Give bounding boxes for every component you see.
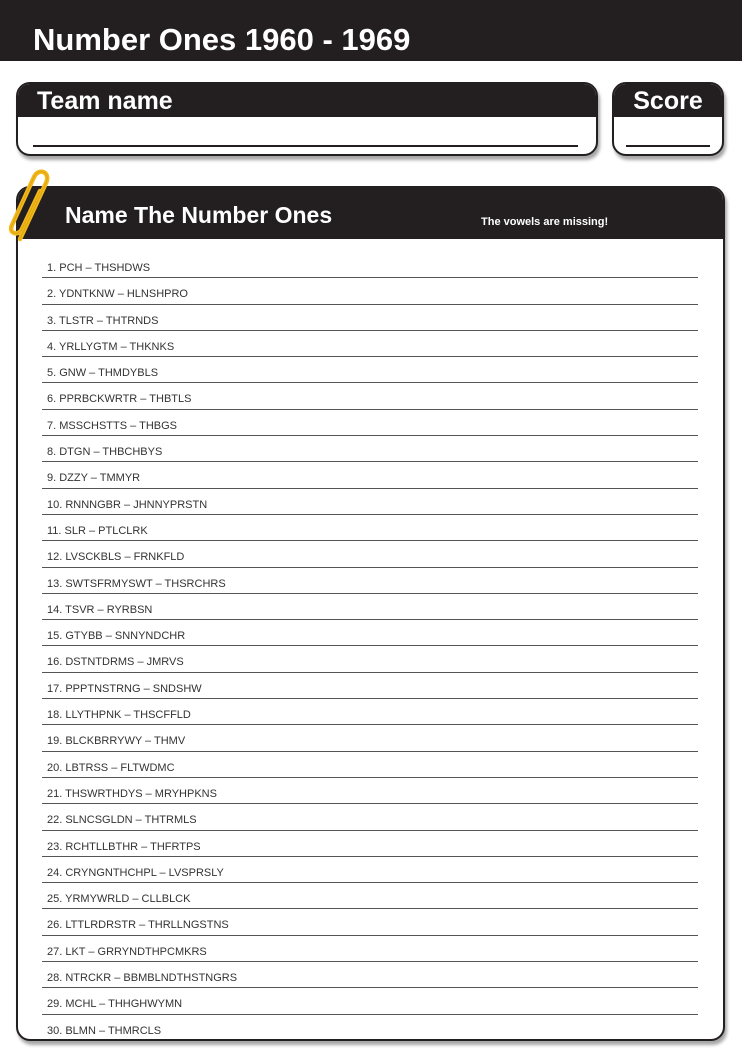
- question-row[interactable]: [42, 754, 698, 778]
- question-text: 30. BLMN – THMRCLS: [47, 1024, 162, 1037]
- score-box: [612, 82, 724, 156]
- question-row[interactable]: [42, 990, 698, 1014]
- question-row[interactable]: [42, 333, 698, 357]
- question-text: 20. LBTRSS – FLTWDMC: [47, 761, 175, 774]
- team-name-box: [16, 82, 598, 156]
- question-text: 23. RCHTLLBTHR – THFRTPS: [47, 840, 201, 853]
- title-bar: [0, 0, 742, 61]
- score-label: Score: [614, 84, 722, 117]
- quiz-panel: [16, 186, 725, 1041]
- question-row[interactable]: [42, 648, 698, 672]
- question-text: 21. THSWRTHDYS – MRYHPKNS: [47, 787, 217, 800]
- question-text: 13. SWTSFRMYSWT – THSRCHRS: [47, 577, 226, 590]
- question-text: 27. LKT – GRRYNDTHPCMKRS: [47, 945, 207, 958]
- question-row[interactable]: [42, 543, 698, 567]
- question-row[interactable]: [42, 806, 698, 830]
- question-text: 7. MSSCHSTTS – THBGS: [47, 419, 177, 432]
- question-row[interactable]: [42, 280, 698, 304]
- question-row[interactable]: [42, 491, 698, 515]
- quiz-header: [18, 188, 723, 239]
- question-text: 28. NTRCKR – BBMBLNDTHSTNGRS: [47, 972, 238, 985]
- question-text: 10. RNNNGBR – JHNNYPRSTN: [47, 498, 208, 511]
- question-text: 5. GNW – THMDYBLS: [47, 367, 159, 380]
- question-text: 19. BLCKBRRYWY – THMV: [47, 735, 186, 748]
- page-title: Number Ones 1960 - 1969: [33, 22, 411, 57]
- question-text: 6. PPRBCKWRTR – THBTLS: [47, 393, 192, 406]
- question-text: 4. YRLLYGTM – THKNKS: [47, 340, 175, 353]
- question-text: 9. DZZY – TMMYR: [47, 472, 141, 485]
- question-row[interactable]: [42, 412, 698, 436]
- team-name-field[interactable]: [33, 145, 578, 147]
- question-row[interactable]: [42, 964, 698, 988]
- question-text: 25. YRMYWRLD – CLLBLCK: [47, 893, 191, 906]
- question-list: [42, 254, 698, 1041]
- quiz-title: Name The Number Ones: [65, 202, 333, 228]
- question-text: 12. LVSCKBLS – FRNKFLD: [47, 551, 185, 564]
- score-field[interactable]: [626, 145, 710, 147]
- question-text: 24. CRYNGNTHCHPL – LVSPRSLY: [47, 866, 224, 879]
- question-row[interactable]: [42, 359, 698, 383]
- question-row[interactable]: [42, 570, 698, 594]
- question-text: 17. PPPTNSTRNG – SNDSHW: [47, 682, 202, 695]
- paperclip-icon: [6, 165, 58, 245]
- question-row[interactable]: [42, 701, 698, 725]
- question-row[interactable]: [42, 385, 698, 409]
- question-row[interactable]: [42, 254, 698, 278]
- quiz-note: The vowels are missing!: [481, 216, 609, 228]
- question-row[interactable]: [42, 780, 698, 804]
- question-row[interactable]: [42, 938, 698, 962]
- team-name-label: Team name: [18, 84, 596, 117]
- question-text: 16. DSTNTDRMS – JMRVS: [47, 656, 184, 669]
- question-row[interactable]: [42, 307, 698, 331]
- question-text: 8. DTGN – THBCHBYS: [47, 446, 163, 459]
- question-text: 14. TSVR – RYRBSN: [47, 603, 153, 616]
- question-row[interactable]: [42, 727, 698, 751]
- question-row[interactable]: [42, 622, 698, 646]
- question-text: 1. PCH – THSHDWS: [47, 262, 151, 274]
- question-text: 11. SLR – PTLCLRK: [47, 524, 148, 537]
- question-row[interactable]: [42, 859, 698, 883]
- question-text: 29. MCHL – THHGHWYMN: [47, 998, 183, 1011]
- question-text: 2. YDNTKNW – HLNSHPRO: [47, 288, 188, 301]
- question-row[interactable]: [42, 885, 698, 909]
- question-row[interactable]: [42, 464, 698, 488]
- question-text: 26. LTTLRDRSTR – THRLLNGSTNS: [47, 919, 229, 932]
- question-row[interactable]: [42, 517, 698, 541]
- question-row[interactable]: [42, 675, 698, 699]
- question-text: 15. GTYBB – SNNYNDCHR: [47, 630, 186, 643]
- question-row[interactable]: [42, 911, 698, 935]
- question-row[interactable]: [42, 596, 698, 620]
- question-row[interactable]: [42, 1017, 698, 1041]
- question-text: 18. LLYTHPNK – THSCFFLD: [47, 709, 191, 722]
- question-row[interactable]: [42, 438, 698, 462]
- question-text: 22. SLNCSGLDN – THTRMLS: [47, 814, 197, 827]
- question-text: 3. TLSTR – THTRNDS: [47, 314, 159, 327]
- question-row[interactable]: [42, 833, 698, 857]
